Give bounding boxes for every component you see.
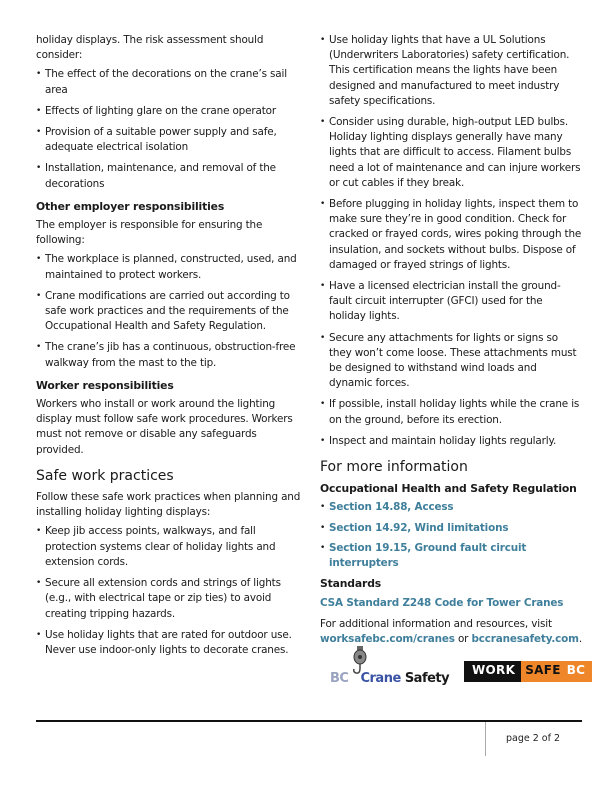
resources-end: . (578, 632, 583, 645)
bc-crane-safety-wordmark (330, 671, 449, 686)
logo-crane-text: Crane (360, 671, 401, 686)
resources-intro: For additional information and resources, visit (320, 617, 552, 630)
practices-list-continued (320, 33, 582, 449)
more-info-heading: For more information (320, 459, 468, 476)
list-item: • Provision of a suitable power supply and safe, adequate electrical isolation (36, 125, 306, 155)
section-14-92-link[interactable]: Section 14.92, Wind limitations (329, 521, 509, 534)
worker-text: Workers who install or work around the lighting display must follow safe work procedures. Workers must not remove or disable any safeguards provided. (36, 398, 293, 456)
resources-or: or (457, 632, 469, 645)
list-item: • The workplace is planned, constructed, used, and maintained to protect workers. (36, 252, 306, 282)
logo-bc-text: BC (565, 661, 593, 682)
worker-heading: Worker responsibilities (36, 378, 174, 392)
list-item: • Inspect and maintain holiday lights regularly. (320, 434, 582, 449)
list-item: • Installation, maintenance, and removal of the decorations (36, 161, 306, 191)
employer-heading: Other employer responsibilities (36, 199, 225, 213)
list-item: • Crane modifications are carried out according to safe work practices and the requirements of the Occupational Health and Safety Regulation. (36, 289, 306, 335)
list-item (320, 500, 582, 515)
risk-list (36, 67, 306, 191)
list-item: • Use holiday lights that have a UL Solutions (Underwriters Laboratories) safety certification. This certification means the lights have been designed and manufactured to meet industry safety specifications. (320, 33, 582, 109)
list-item: • If possible, install holiday lights while the crane is on the ground, before its erection. (320, 397, 582, 427)
resources-text (320, 617, 582, 647)
list-item: • Effects of lighting glare on the crane operator (36, 104, 306, 119)
regulation-links (320, 500, 582, 571)
list-item: • The effect of the decorations on the crane’s sail area (36, 67, 306, 97)
footer-divider (485, 722, 486, 756)
list-item: • Have a licensed electrician install the ground-fault circuit interrupter (GFCI) used for the holiday lights. (320, 279, 582, 325)
worksafebc-cranes-link[interactable]: worksafebc.com/cranes (320, 632, 455, 645)
list-item: • Use holiday lights that are rated for outdoor use. Never use indoor-only lights to decorate cranes. (36, 628, 306, 658)
list-item: • Keep jib access points, walkways, and fall protection systems clear of holiday lights and extension cords. (36, 524, 306, 570)
standards-heading: Standards (320, 577, 382, 591)
footer-rule (36, 720, 582, 722)
employer-intro: The employer is responsible for ensuring the following: (36, 219, 263, 247)
logos (330, 650, 585, 690)
logo-safety-text: Safety (404, 671, 450, 686)
list-item (320, 541, 582, 571)
bc-crane-safety-logo (330, 650, 450, 688)
practices-list (36, 524, 306, 658)
section-19-15-link[interactable]: Section 19.15, Ground fault circuit interrupters (329, 541, 527, 570)
logo-work-text: WORK (464, 661, 521, 682)
right-column (320, 33, 582, 647)
list-item (320, 521, 582, 536)
employer-list (36, 252, 306, 370)
risk-intro: holiday displays. The risk assessment should consider: (36, 34, 264, 62)
bccranesafety-link[interactable]: bccranesafety.com (471, 632, 579, 645)
list-item: • Consider using durable, high-output LED bulbs. Holiday lighting displays generally have many lights that are difficult to access. Filament bulbs need a lot of maintenance and can injure workers or cut cables if they break. (320, 115, 582, 191)
list-item: • Secure all extension cords and strings of lights (e.g., with electrical tape or zip ties) to avoid creating tripping hazards. (36, 576, 306, 622)
section-14-88-link[interactable]: Section 14.88, Access (329, 501, 454, 514)
logo-safe-text: SAFE (521, 661, 565, 682)
regulation-heading: Occupational Health and Safety Regulation (320, 482, 577, 496)
practices-heading: Safe work practices (36, 467, 174, 484)
practices-intro: Follow these safe work practices when planning and installing holiday lighting displays: (36, 491, 301, 519)
left-column (36, 33, 306, 664)
csa-standard-link[interactable]: CSA Standard Z248 Code for Tower Cranes (320, 596, 564, 609)
list-item: • The crane’s jib has a continuous, obstruction-free walkway from the mast to the tip. (36, 340, 306, 370)
list-item: • Secure any attachments for lights or signs so they won’t come loose. These attachments must be designed to withstand wind loads and dynamic forces. (320, 331, 582, 392)
list-item: • Before plugging in holiday lights, inspect them to make sure they’re in good condition. Check for cracked or frayed cords, wires poking through the insulation, and sockets without bulbs. Dispose of damaged or frayed strings of lights. (320, 197, 582, 273)
page-number: page 2 of 2 (506, 733, 561, 744)
logo-bc-text: BC (330, 671, 349, 686)
worksafebc-logo (464, 661, 592, 682)
